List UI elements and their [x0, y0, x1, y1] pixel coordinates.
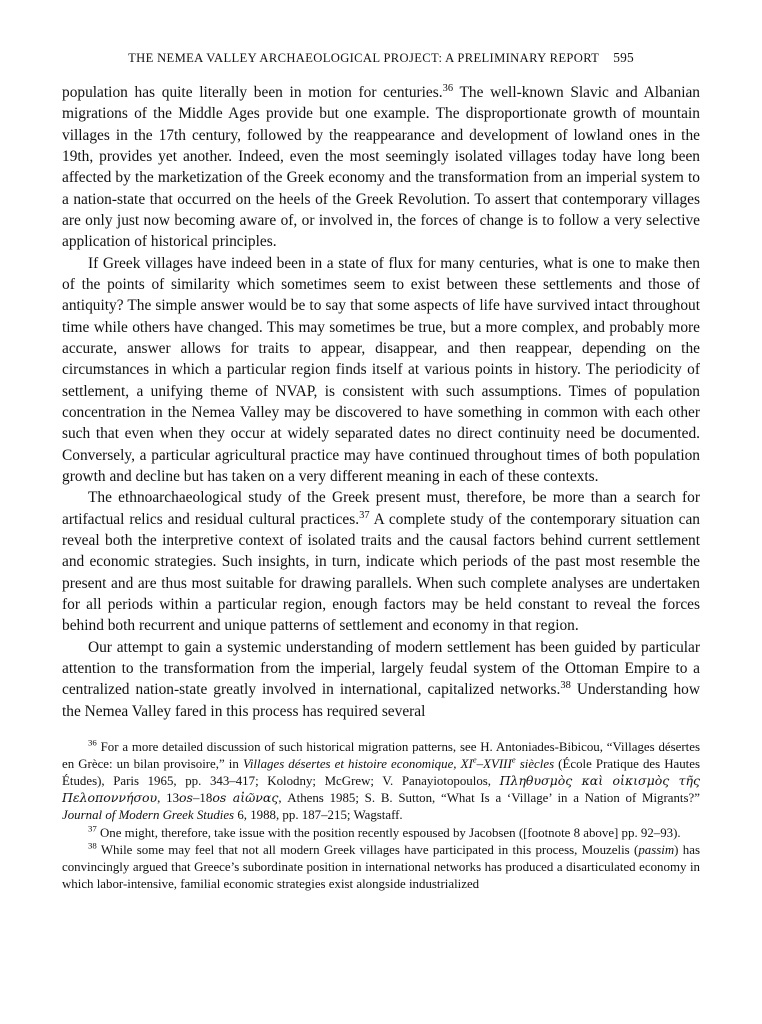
footnote-marker-37: 37	[88, 823, 97, 834]
footnote-36-text: For a more detailed discussion of such historical migration patterns, see H. Antoniades-Bibicou, “Villages désertes en Grèce: un bilan provisoire,” in Villages désertes et histoire economique, XIe–XVIIIe siècles (École Pratique des Hautes Études), Paris 1965, pp. 343–417; Kolodny; McGrew; V. Panayiotopoulos, Πληθυσμὸς καὶ οἰκισμὸς τῆς Πελοποννήσου, 13os–18os aἰῶνας, Athens 1985; S. B. Sutton, “What Is a ‘Village’ in a Nation of Migrants?” Journal of Modern Greek Studies 6, 1988, pp. 187–215; Wagstaff.	[62, 739, 701, 823]
running-head	[62, 50, 700, 66]
running-title: THE NEMEA VALLEY ARCHAEOLOGICAL PROJECT: A PRELIMINARY REPORT	[128, 51, 600, 65]
footnote-ref-38[interactable]: 38	[560, 680, 571, 692]
paragraph-2-text: If Greek villages have indeed been in a state of flux for many centuries, what is one to make then of the points of similarity which sometimes seem to exist between these settlements and those of antiquity? The simple answer would be to say that some aspects of life have survived intact throughout time while others have changed. This may sometimes be true, but a more complex, and probably more accurate, answer allows for traits to appear, disappear, and then reappear, depending on the circumstances in which a particular region finds itself at various points in history. The periodicity of settlement, a unifying theme of NVAP, is consistent with such assumptions. Times of population concentration in the Nemea Valley may be discovered to have something in common with each other such that even when they occur at widely separated dates no direct continuity need be documented. Conversely, a particular agricultural practice may have continued throughout times of both population growth and decline but has taken on a very different meaning in each of these contexts.	[62, 254, 700, 485]
paragraph-4-text-after: Understanding how the Nemea Valley fared in this process has required several	[62, 681, 700, 720]
paragraph-3-text: The ethnoarchaeological study of the Greek present must, therefore, be more than a search for artifactual relics and residual cultural practices.	[62, 489, 700, 528]
paragraph-4	[62, 637, 700, 722]
footnotes	[62, 739, 700, 893]
footnote-37	[62, 825, 700, 842]
paragraph-1-text-after: The well-known Slavic and Albanian migrations of the Middle Ages provide but one example. The disproportionate growth of mountain villages in the 17th century, followed by the reappearance and development of lowland ones in the 19th, provides yet another. Indeed, even the most seemingly isolated villages today have long been affected by the marketization of the Greek economy and the transformation from an imperial system to a nation-state that occurred on the heels of the Greek Revolution. To assert that contemporary villages are only just now becoming aware of, or involved in, the forces of change is to follow a very selective application of historical principles.	[62, 84, 700, 251]
footnote-38	[62, 842, 700, 893]
footnote-marker-38: 38	[88, 840, 97, 851]
footnote-36	[62, 739, 700, 825]
page-number: 595	[613, 50, 634, 65]
paragraph-3	[62, 487, 700, 636]
paragraph-1	[62, 82, 700, 253]
footnote-ref-37[interactable]: 37	[359, 509, 370, 521]
body-text	[62, 82, 700, 722]
footnote-38-text: While some may feel that not all modern Greek villages have participated in this process, Mouzelis (passim) has convincingly argued that Greece’s subordinate position in international networks has produced a disarticulated economy in which labor-intensive, familial economic strategies exist alongside industrialized	[62, 842, 700, 892]
footnote-ref-36[interactable]: 36	[442, 82, 454, 94]
footnote-marker-36: 36	[88, 737, 97, 748]
paragraph-1-text: population has quite literally been in motion for centuries.	[62, 84, 443, 101]
paragraph-4-text: Our attempt to gain a systemic understanding of modern settlement has been guided by particular attention to the transformation from the imperial, largely feudal system of the Ottoman Empire to a centralized nation-state greatly involved in international, capitalized networks.	[62, 638, 700, 699]
paragraph-2	[62, 253, 700, 488]
paragraph-3-text-after: A complete study of the contemporary situation can reveal both the interpretive context of isolated traits and the causal factors behind current settlement and economic strategies. Such insights, in turn, indicate which periods of the past most resemble the present and are thus most suitable for drawing parallels. When such complete analyses are undertaken for all periods within a particular region, enough factors may be held constant to reveal the forces behind both recurrent and unique patterns of settlement and economy in that region.	[62, 510, 700, 635]
footnote-37-text: One might, therefore, take issue with the position recently espoused by Jacobsen ([footnote 8 above] pp. 92–93).	[96, 825, 681, 840]
